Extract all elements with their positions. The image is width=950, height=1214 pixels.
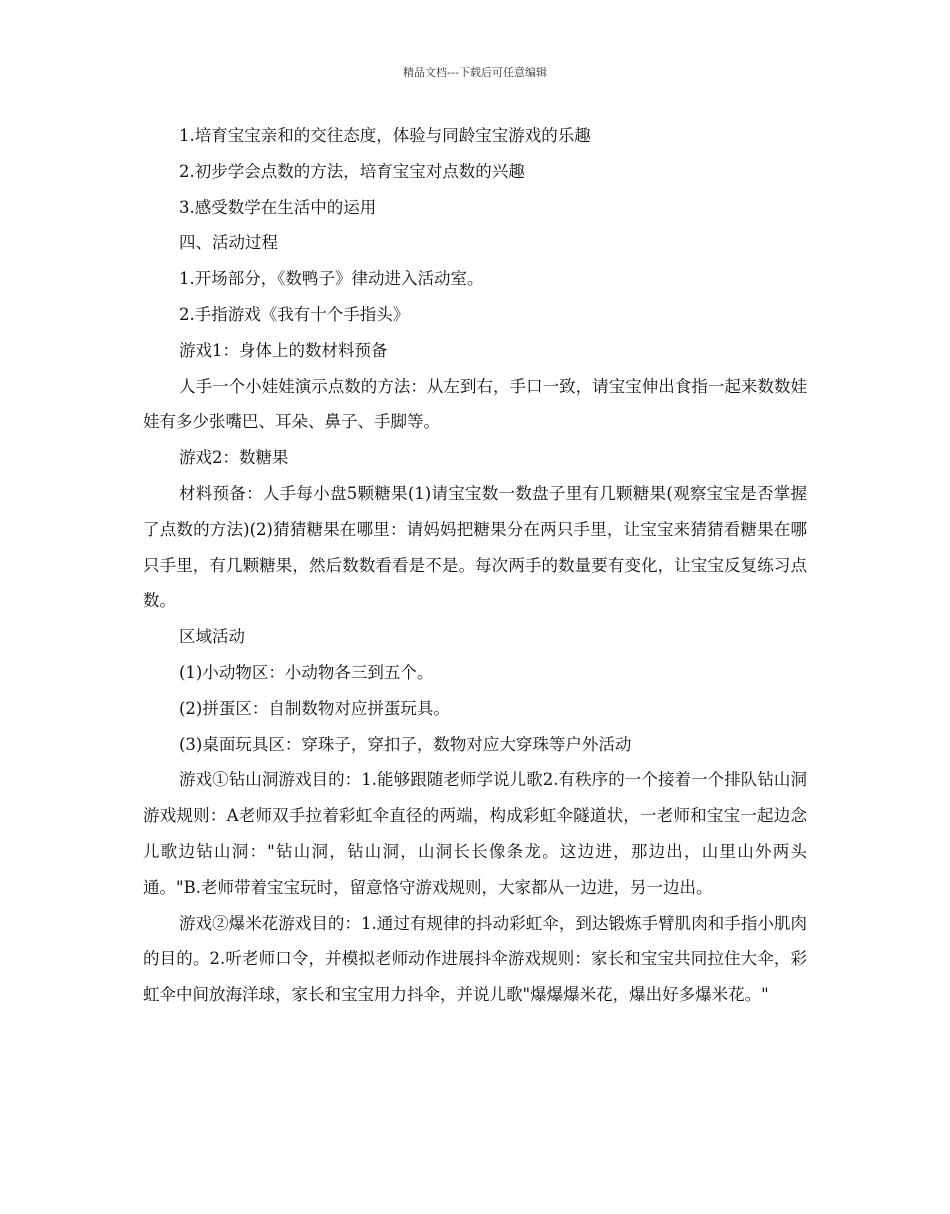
goal-3: 3.感受数学在生活中的运用: [179, 197, 377, 217]
page-header: 精品文档---下载后可任意编辑: [403, 66, 547, 79]
area-egg-puzzle: (2)拼蛋区：自制数物对应拼蛋玩具。: [179, 698, 450, 718]
game-1-title: 游戏1：身体上的数材料预备: [179, 340, 388, 360]
document-body: [143, 118, 807, 1013]
step-1-opening: 1.开场部分，《数鸭子》律动进入活动室。: [179, 269, 484, 289]
game-2-description: 材料预备：人手每小盘5颗糖果(1)请宝宝数一数盘子里有几颗糖果(观察宝宝是否掌握了点数的方法)(2)猜猜糖果在哪里：请妈妈把糖果分在两只手里，让宝宝来猜猜看糖果在哪只手里，有几颗糖果，然后数数看看是不是。每次两手的数量要有变化，让宝宝反复练习点数。: [143, 483, 807, 611]
section-heading-activity-process: 四、活动过程: [179, 233, 278, 253]
area-desktop-toys: (3)桌面玩具区：穿珠子，穿扣子，数物对应大穿珠等户外活动: [179, 734, 632, 754]
game-1-description: 人手一个小娃娃演示点数的方法：从左到右，手口一致，请宝宝伸出食指一起来数数娃娃有多少张嘴巴、耳朵、鼻子、手脚等。: [143, 376, 807, 432]
goal-1: 1.培育宝宝亲和的交往态度，体验与同龄宝宝游戏的乐趣: [179, 126, 591, 145]
game-tunnel: 游戏①钻山洞游戏目的：1.能够跟随老师学说儿歌2.有秩序的一个接着一个排队钻山洞游戏规则：A老师双手拉着彩虹伞直径的两端，构成彩虹伞隧道状，一老师和宝宝一起边念儿歌边钻山洞："钻山洞，钻山洞，山洞长长像条龙。这边进，那边出，山里山外两头通。"B.老师带着宝宝玩时，留意恪守游戏规则，大家都从一边进，另一边出。: [143, 770, 807, 897]
game-2-title: 游戏2：数糖果: [179, 448, 289, 468]
area-animals: (1)小动物区：小动物各三到五个。: [179, 662, 434, 682]
step-2-finger-game: 2.手指游戏《我有十个手指头》: [179, 304, 410, 324]
area-activities-heading: 区域活动: [179, 627, 245, 647]
goal-2: 2.初步学会点数的方法，培育宝宝对点数的兴趣: [179, 161, 525, 181]
game-popcorn: 游戏②爆米花游戏目的：1.通过有规律的抖动彩虹伞，到达锻炼手臂肌肉和手指小肌肉的目的。2.听老师口令，并模拟老师动作进展抖伞游戏规则：家长和宝宝共同拉住大伞，彩虹伞中间放海洋球，家长和宝宝用力抖伞，并说儿歌"爆爆爆米花，爆出好多爆米花。": [143, 913, 807, 1005]
